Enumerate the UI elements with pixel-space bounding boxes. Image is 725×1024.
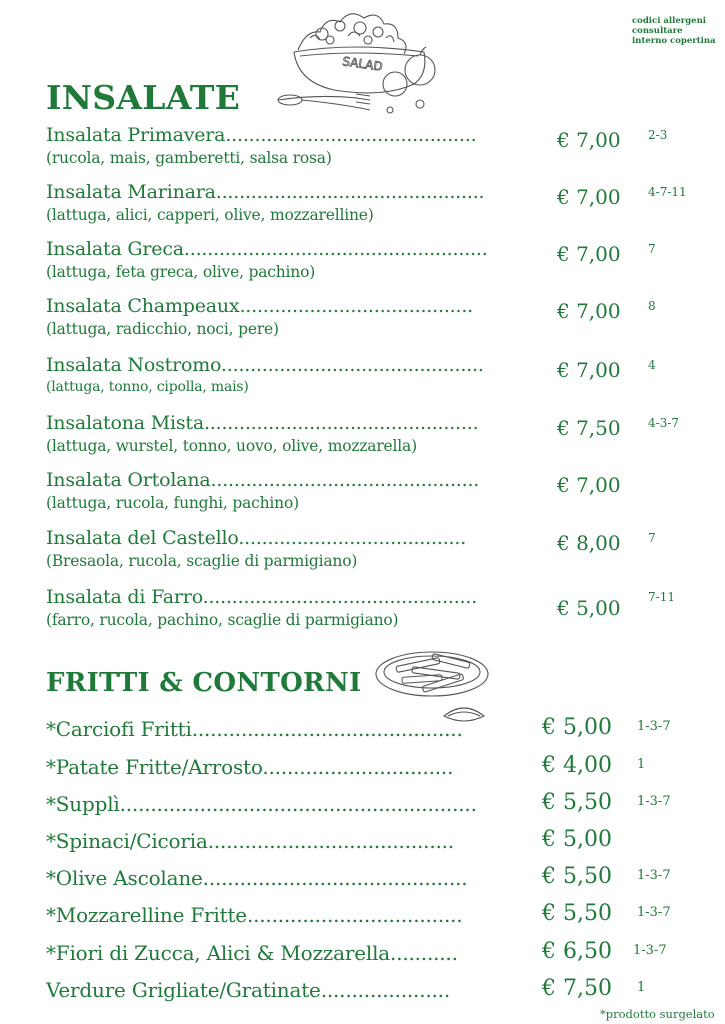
item-allergens: 4	[648, 358, 656, 372]
item-name: *Carciofi Fritti............................................	[46, 717, 463, 741]
item-description: (lattuga, tonno, cipolla, mais)	[46, 379, 249, 395]
menu-item	[0, 792, 725, 826]
item-name: Insalata Champeaux........................................	[46, 295, 474, 317]
menu-item	[0, 755, 725, 789]
item-allergens: 1-3-7	[637, 868, 671, 883]
item-allergens: 4-3-7	[648, 416, 680, 430]
item-allergens: 1-3-7	[637, 905, 671, 920]
item-allergens: 1	[637, 980, 646, 995]
allergen-note-line: consultare	[632, 26, 683, 36]
item-allergens: 4-7-11	[648, 185, 687, 199]
menu-item	[0, 903, 725, 937]
item-price: € 8,00	[557, 531, 621, 555]
item-price: € 7,00	[557, 299, 621, 323]
insalate-heading: INSALATE	[46, 78, 241, 117]
item-name: Insalata Greca....................................................	[46, 238, 488, 260]
allergen-note-line: interno copertina	[632, 36, 716, 46]
item-name: *Spinaci/Cicoria........................................	[46, 829, 454, 853]
item-price: € 5,50	[542, 901, 612, 926]
menu-item	[0, 295, 725, 351]
item-price: € 7,00	[557, 473, 621, 497]
item-allergens: 1-3-7	[637, 794, 671, 809]
fritti-heading: FRITTI & CONTORNI	[46, 668, 362, 698]
item-description: (lattuga, rucola, funghi, pachino)	[46, 494, 299, 512]
item-price: € 6,50	[542, 939, 612, 964]
item-name: *Mozzarelline Fritte...................................	[46, 903, 463, 927]
item-description: (lattuga, alici, capperi, olive, mozzarelline)	[46, 206, 374, 224]
item-name: Verdure Grigliate/Gratinate.....................	[46, 978, 450, 1002]
item-description: (lattuga, radicchio, noci, pere)	[46, 320, 279, 338]
item-name: *Supplì..........................................................	[46, 792, 477, 816]
allergen-note-line: codici allergeni	[632, 16, 706, 26]
item-name: Insalata Nostromo.............................................	[46, 354, 484, 376]
bowl-label: SALAD	[341, 54, 384, 74]
item-description: (farro, rucola, pachino, scaglie di parmigiano)	[46, 611, 399, 629]
item-allergens: 8	[648, 299, 656, 313]
item-price: € 7,50	[542, 976, 612, 1001]
item-name: Insalata Ortolana..............................................	[46, 469, 480, 491]
item-price: € 7,00	[557, 128, 621, 152]
menu-item	[0, 469, 725, 525]
menu-item	[0, 412, 725, 468]
menu-item	[0, 866, 725, 900]
item-name: *Olive Ascolane...........................................	[46, 866, 468, 890]
item-allergens: 7	[648, 531, 656, 545]
item-price: € 7,00	[557, 242, 621, 266]
item-price: € 7,50	[557, 416, 621, 440]
item-allergens: 1-3-7	[633, 943, 667, 958]
item-description: (lattuga, feta greca, olive, pachino)	[46, 263, 316, 281]
item-price: € 5,00	[542, 827, 612, 852]
item-name: Insalata di Farro...............................................	[46, 586, 478, 608]
item-name: Insalata del Castello.......................................	[46, 527, 467, 549]
item-description: (Bresaola, rucola, scaglie di parmigiano)	[46, 552, 358, 570]
item-price: € 7,00	[557, 358, 621, 382]
menu-item	[0, 124, 725, 180]
salad-bowl-illustration	[270, 8, 455, 126]
item-price: € 7,00	[557, 185, 621, 209]
item-description: (lattuga, wurstel, tonno, uovo, olive, mozzarella)	[46, 437, 417, 455]
item-allergens: 1-3-7	[637, 719, 671, 734]
item-price: € 4,00	[542, 753, 612, 778]
item-allergens: 7	[648, 242, 656, 256]
allergen-codes-note	[632, 16, 724, 46]
menu-item	[0, 527, 725, 583]
menu-item	[0, 354, 725, 410]
item-description: (rucola, mais, gamberetti, salsa rosa)	[46, 149, 332, 167]
item-name: Insalatona Mista...............................................	[46, 412, 479, 434]
frozen-product-footnote: *prodotto surgelato	[600, 1007, 715, 1021]
item-price: € 5,50	[542, 790, 612, 815]
item-price: € 5,00	[542, 715, 612, 740]
item-name: Insalata Primavera...........................................	[46, 124, 477, 146]
item-allergens: 7-11	[648, 590, 675, 604]
item-name: Insalata Marinara..............................................	[46, 181, 485, 203]
item-price: € 5,00	[557, 596, 621, 620]
item-allergens: 1	[637, 757, 646, 772]
item-name: *Fiori di Zucca, Alici & Mozzarella...........	[46, 941, 458, 965]
menu-item	[0, 829, 725, 863]
fries-illustration	[372, 636, 498, 728]
menu-item	[0, 586, 725, 642]
menu-item	[0, 238, 725, 294]
item-name: *Patate Fritte/Arrosto...............................	[46, 755, 454, 779]
item-allergens: 2-3	[648, 128, 668, 142]
menu-item	[0, 717, 725, 751]
item-price: € 5,50	[542, 864, 612, 889]
menu-item	[0, 181, 725, 237]
menu-item	[0, 941, 725, 975]
